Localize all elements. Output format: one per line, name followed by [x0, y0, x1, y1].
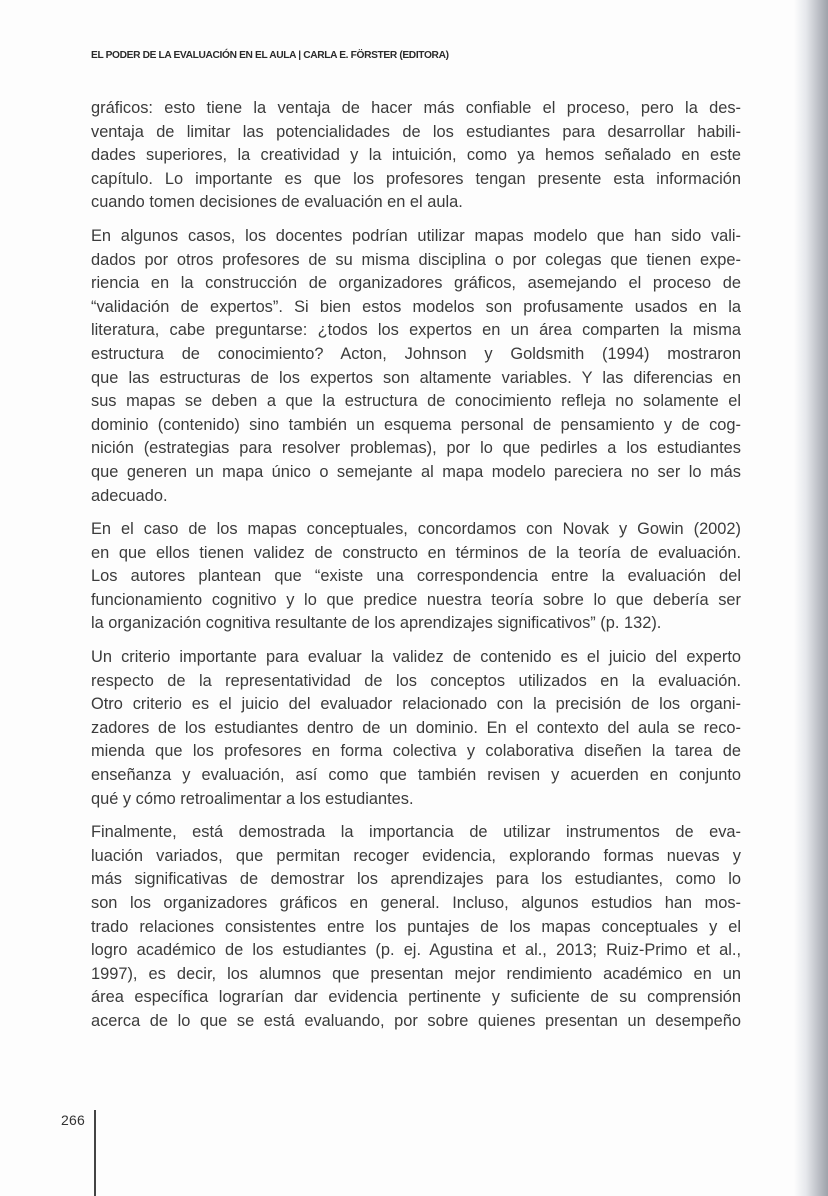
- text-line: En el caso de los mapas conceptuales, concordamos con Novak y Gowin (2002): [91, 520, 741, 539]
- text-line: 1997), es decir, los alumnos que presentan mejor rendimiento académico en un: [91, 964, 741, 983]
- text-line: funcionamiento cognitivo y lo que predice nuestra teoría sobre lo que debería ser: [91, 590, 741, 609]
- paragraph-1: [91, 97, 741, 215]
- running-head: EL PODER DE LA EVALUACIÓN EN EL AULA | CARLA E. FÖRSTER (EDITORA): [91, 50, 449, 61]
- text-line: mienda que los profesores en forma colectiva y colaborativa diseñen la tarea de: [91, 742, 741, 761]
- text-line: en que ellos tienen validez de constructo en términos de la teoría de evaluación.: [91, 543, 741, 562]
- page-number: 266: [61, 1112, 85, 1128]
- text-line: dados por otros profesores de su misma disciplina o por colegas que tienen expe-: [91, 250, 741, 269]
- page-binding-shadow: [794, 0, 828, 1196]
- text-line: respecto de la representatividad de los conceptos utilizados en la evaluación.: [91, 671, 741, 690]
- text-line: acerca de lo que se está evaluando, por sobre quienes presentan un desempeño: [91, 1011, 741, 1030]
- text-line: ventaja de limitar las potencialidades de los estudiantes para desarrollar habili-: [91, 122, 741, 141]
- text-line: Los autores plantean que “existe una correspondencia entre la evaluación del: [91, 567, 741, 586]
- text-line: En algunos casos, los docentes podrían utilizar mapas modelo que han sido vali-: [91, 226, 741, 245]
- text-line: luación variados, que permitan recoger evidencia, explorando formas nuevas y: [91, 846, 741, 865]
- text-line: literatura, cabe preguntarse: ¿todos los expertos en un área comparten la misma: [91, 321, 741, 340]
- text-line: dades superiores, la creatividad y la intuición, como ya hemos señalado en este: [91, 146, 741, 165]
- text-line: que generen un mapa único o semejante al mapa modelo pareciera no ser lo más: [91, 462, 741, 481]
- text-line: sus mapas se deben a que la estructura de conocimiento refleja no solamente el: [91, 392, 741, 411]
- text-line: Otro criterio es el juicio del evaluador relacionado con la precisión de los organi-: [91, 695, 741, 714]
- text-line: área específica lograrían dar evidencia pertinente y suficiente de su comprensión: [91, 988, 741, 1007]
- text-line: estructura de conocimiento? Acton, Johnson y Goldsmith (1994) mostraron: [91, 344, 741, 363]
- folio-rule: [94, 1110, 96, 1196]
- text-line: cuando tomen decisiones de evaluación en el aula.: [91, 193, 463, 212]
- paragraph-4: [91, 646, 741, 811]
- text-line: adecuado.: [91, 486, 168, 505]
- text-line: logro académico de los estudiantes (p. ej. Agustina et al., 2013; Ruiz-Primo et al.,: [91, 941, 741, 960]
- text-line: Un criterio importante para evaluar la validez de contenido es el juicio del experto: [91, 648, 741, 667]
- text-line: la organización cognitiva resultante de los aprendizajes significativos” (p. 132).: [91, 614, 662, 633]
- paragraph-2: [91, 225, 741, 508]
- paragraph-3: [91, 518, 741, 636]
- text-line: dominio (contenido) sino también un esquema personal de pensamiento y de cog-: [91, 415, 741, 434]
- text-line: son los organizadores gráficos en general. Incluso, algunos estudios han mos-: [91, 894, 741, 912]
- text-line: “validación de expertos”. Si bien estos modelos son profusamente usados en la: [91, 297, 741, 316]
- text-line: trado relaciones consistentes entre los puntajes de los mapas conceptuales y el: [91, 917, 741, 936]
- text-line: gráficos: esto tiene la ventaja de hacer más confiable el proceso, pero la des-: [91, 99, 741, 117]
- text-line: capítulo. Lo importante es que los profesores tengan presente esta información: [91, 169, 741, 188]
- body-text: [91, 97, 741, 1044]
- paragraph-5: [91, 821, 741, 1033]
- text-line: Finalmente, está demostrada la importancia de utilizar instrumentos de eva-: [91, 823, 741, 842]
- text-line: que las estructuras de los expertos son altamente variables. Y las diferencias en: [91, 368, 741, 387]
- text-line: zadores de los estudiantes dentro de un dominio. En el contexto del aula se reco-: [91, 718, 741, 737]
- text-line: más significativas de demostrar los aprendizajes para los estudiantes, como lo: [91, 870, 741, 889]
- text-line: qué y cómo retroalimentar a los estudiantes.: [91, 789, 414, 808]
- text-line: enseñanza y evaluación, así como que también revisen y acuerden en conjunto: [91, 766, 741, 785]
- text-line: riencia en la construcción de organizadores gráficos, asemejando el proceso de: [91, 274, 741, 293]
- text-line: nición (estrategias para resolver problemas), por lo que pedirles a los estudiantes: [91, 439, 741, 458]
